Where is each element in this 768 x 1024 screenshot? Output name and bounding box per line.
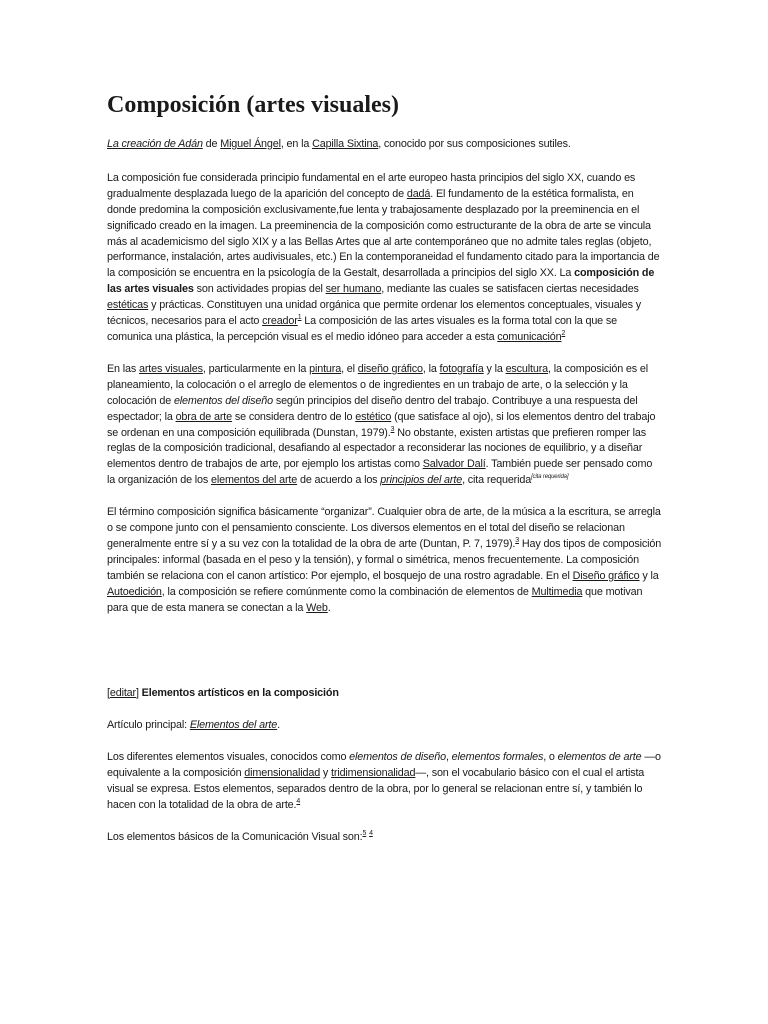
paragraph-text: y prácticas. Constituyen una unidad orgánica que permite ordenar los elementos conceptuales, visuales y técnicos, necesarios para el acto <box>107 299 642 328</box>
paragraph-text: El término composición significa básicamente “organizar”. Cualquier obra de arte, de la música a la escritura, se arregla o se compone junto con el pensamiento consciente. Los diversos elementos en el total del diseño se relacionan generalmente entre sí y a su vez con la totalidad de la obra de arte (Duntan, P. 7, 1979). <box>107 506 661 550</box>
link-elementos-del-arte[interactable]: elementos del arte <box>211 474 298 487</box>
link-capilla-sixtina[interactable]: Capilla Sixtina <box>312 138 379 150</box>
link-web[interactable]: Web <box>306 601 328 614</box>
link-creador[interactable]: creador <box>262 315 298 328</box>
caption-text: , conocido por sus composiciones sutiles. <box>378 138 571 150</box>
reference-link[interactable]: 3 <box>515 536 519 544</box>
paragraph-text: . El fundamento de la estética formalista, en donde predomina la composición exclusivamente,fue lenta y trabajosamente desplazado por la preeminencia en el significado creado en la imagen. La preeminencia de la composición como estructurante de la obra de arte se vincula más al academicismo del siglo XIX y a las Bellas Artes que al arte contemporáneo que no admite tales reglas (objeto, performance, instalación, artes audivisuales, etc.) En la contemporaneidad el fundamento citado para la importancia de la composición se encuentra en la psicología de la Gestalt, desarrollada a principios del siglo XX. La <box>107 187 660 280</box>
link-autoedicion[interactable]: Autoedición <box>107 585 162 598</box>
reference-link[interactable]: 5 <box>362 829 367 837</box>
link-miguel-angel[interactable]: Miguel Ángel <box>220 138 281 150</box>
section-heading <box>107 686 663 702</box>
paragraph-text: En las <box>107 362 139 375</box>
link-principios-del-arte[interactable]: principios del arte <box>380 474 463 487</box>
paragraph-text: , el <box>341 362 358 375</box>
paragraph-text: (que satisface al ojo), si los elementos dentro del trabajo se ordenan en una composición equilibrada (Dunstan, 1979). <box>107 410 656 439</box>
link-diseno-grafico-2[interactable]: Diseño gráfico <box>572 569 640 582</box>
image-caption <box>107 137 663 153</box>
link-esteticas[interactable]: estéticas <box>107 299 149 312</box>
main-article-label: Artículo principal: <box>107 719 190 732</box>
paragraph-text: y la <box>483 362 506 375</box>
paragraph-text: . También puede ser pensado como la organización de los <box>107 458 653 487</box>
article-body <box>107 90 663 862</box>
page-title: Composición (artes visuales) <box>107 92 399 118</box>
paragraph-text: La composición de las artes visuales es la forma total con la que se comunica una plástica, la percepción visual es el medio idóneo para acceder a esta <box>107 315 617 343</box>
paragraph-termino <box>107 505 663 616</box>
link-dada[interactable]: dadá <box>406 187 431 200</box>
bold-term: composición de las artes visuales <box>107 267 655 296</box>
paragraph-text: y la <box>639 569 659 582</box>
paragraph-elementos-visuales <box>107 750 663 814</box>
link-tridimensionalidad[interactable]: tridimensionalidad <box>331 767 416 780</box>
paragraph-text: , cita requerida <box>462 474 532 487</box>
paragraph-text: . <box>277 719 280 732</box>
link-creacion-de-adan[interactable]: La creación de Adán <box>107 138 203 150</box>
paragraph-text: son actividades propias del <box>193 283 326 296</box>
italic-term: elementos del diseño <box>173 394 273 407</box>
paragraph-text: Los elementos básicos de la Comunicación Visual son: <box>107 830 363 843</box>
paragraph-text: , <box>445 751 452 764</box>
reference-link[interactable]: 2 <box>561 329 566 337</box>
paragraph-intro <box>107 171 663 346</box>
italic-term: elementos formales <box>451 751 544 764</box>
paragraph-text: Hay dos tipos de composición principales: informal (basada en el peso y la tensión), y formal o simétrica, menos frecuentemente. La composición también se relaciona con el canon artístico: Por ejemplo, el bosquejo de una rostro agradable. En el <box>107 537 662 582</box>
caption-text: de <box>202 138 221 150</box>
link-estetico[interactable]: estético <box>355 410 392 423</box>
link-obra-de-arte[interactable]: obra de arte <box>175 410 233 423</box>
link-salvador-dali[interactable]: Salvador Dalí <box>422 458 486 471</box>
link-escultura[interactable]: escultura <box>505 362 549 375</box>
reference-link[interactable]: 4 <box>369 829 373 837</box>
paragraph-text: , particularmente en la <box>202 362 310 375</box>
link-elementos-del-arte-main[interactable]: Elementos del arte <box>189 719 278 732</box>
paragraph-text: —o equivalente a la composición <box>107 751 661 780</box>
citation-needed[interactable]: [cita requerida] <box>531 474 569 481</box>
reference-link[interactable]: 3 <box>390 425 395 433</box>
link-ser-humano[interactable]: ser humano <box>325 283 382 296</box>
italic-term: elementos de arte <box>557 751 642 764</box>
link-multimedia[interactable]: Multimedia <box>531 585 583 598</box>
caption-text: , en la <box>280 138 313 150</box>
reference-link[interactable]: 4 <box>296 798 301 805</box>
paragraph-text: y <box>320 767 332 780</box>
edit-link[interactable]: editar <box>109 687 136 700</box>
link-diseno-grafico[interactable]: diseño gráfico <box>357 362 423 375</box>
paragraph-text: de acuerdo a los <box>297 474 381 487</box>
bracket: ] <box>135 687 139 700</box>
bracket: [ <box>107 687 110 700</box>
link-dimensionalidad[interactable]: dimensionalidad <box>244 767 321 780</box>
reference-link[interactable]: 1 <box>297 314 302 322</box>
paragraph-text: No obstante, existen artistas que prefieren romper las reglas de la composición tradicional, desafiando al espectador a reconsiderar las nociones de equilibrio, y a diseñar elementos dentro de trabajos de arte, por ejemplo los artistas como <box>107 426 646 471</box>
main-article-note <box>107 718 663 734</box>
link-artes-visuales[interactable]: artes visuales <box>138 362 203 375</box>
paragraph-text: , o <box>543 751 558 764</box>
paragraph-text: que motivan para que de esta manera se conectan a la <box>107 585 643 614</box>
section-title: Elementos artísticos en la composición <box>138 687 339 700</box>
link-comunicacion[interactable]: comunicación <box>497 330 562 343</box>
paragraph-text: , la <box>422 362 440 375</box>
link-pintura[interactable]: pintura <box>309 362 342 375</box>
paragraph-text: La composición fue considerada principio fundamental en el arte europeo hasta principios del siglo XX, cuando es gradualmente desplazada luego de la aparición del concepto de <box>107 171 636 200</box>
paragraph-text: , la composición se refiere comúnmente como la combinación de elementos de <box>161 585 532 598</box>
paragraph-text: —, son el vocabulario básico con el cual el artista visual se expresa. Estos elementos, separados dentro de la obra, por lo general se relacionan entre sí, y también lo hacen con la totalidad de la obra de arte. <box>107 767 645 811</box>
paragraph-text: Los diferentes elementos visuales, conocidos como <box>107 751 350 764</box>
paragraph-text: , la composición es el planeamiento, la colocación o el arreglo de elementos o de ingredientes en un trabajo de arte, o la selección y la colocación de <box>107 362 648 407</box>
link-fotografia[interactable]: fotografía <box>439 362 484 375</box>
paragraph-text: se considera dentro de lo <box>232 410 356 423</box>
paragraph-artes-visuales <box>107 362 663 489</box>
paragraph-elementos-basicos <box>107 830 663 846</box>
paragraph-text: . <box>327 601 331 614</box>
italic-term: elementos de diseño <box>349 751 446 764</box>
paragraph-text: según principios del diseño dentro del trabajo. Contribuye a una respuesta del espectador; la <box>107 394 638 423</box>
paragraph-text: , mediante las cuales se satisfacen ciertas necesidades <box>381 283 639 296</box>
